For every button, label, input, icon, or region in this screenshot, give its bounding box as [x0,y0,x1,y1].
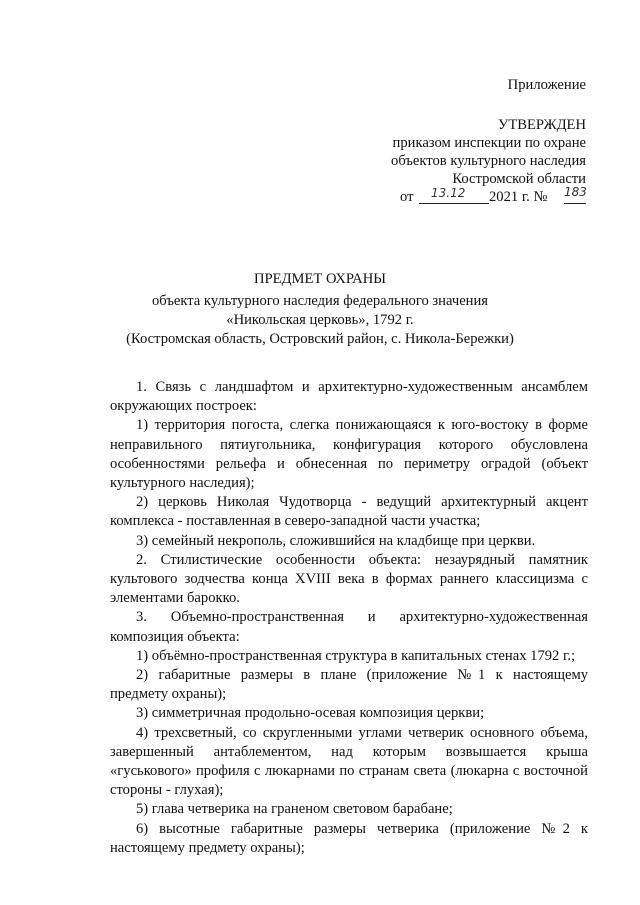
year-number-label: 2021 г. № [489,189,548,205]
approved-label: УТВЕРЖДЕН [498,117,586,133]
from-label: от [400,189,414,205]
body-text [110,378,588,858]
title-line-1: объекта культурного наследия федерального значения [151,293,489,309]
approved-by-line2: объектов культурного наследия [391,153,586,169]
paragraph-3: 3. Объемно-пространственная и архитектурно-художественная композиция объекта: [110,609,588,645]
paragraph-1-1: 1) территория погоста, слегка понижающаяся к юго-востоку в форме неправильного пятиугольника, конфигурация которого обусловлена особенностями рельефа и обнесенная по периметру оградой (объект культурного наследия); [110,417,588,492]
number-underline [564,203,586,204]
paragraph-3-3: 3) симметричная продольно-осевая композиция церкви; [136,705,485,722]
handwritten-number: 183 [564,185,587,199]
handwritten-date: 13.12 [431,186,466,200]
document-title: ПРЕДМЕТ ОХРАНЫ [254,271,386,287]
paragraph-2: 2. Стилистические особенности объекта: незаурядный памятник культового зодчества конца XVIII века в формах раннего классицизма с элементами барокко. [110,551,588,607]
approved-by-line3: Костромской области [452,171,586,187]
paragraph-3-1: 1) объёмно-пространственная структура в капитальных стенах 1792 г.; [136,647,576,664]
paragraph-1: 1. Связь с ландшафтом и архитектурно-художественным ансамблем окружающих построек: [110,379,588,415]
appendix-label: Приложение [507,77,586,93]
title-line-3: (Костромская область, Островский район, с. Никола-Бережки) [126,331,514,347]
paragraph-3-4: 4) трехсветный, со скругленными углами четверик основного объема, завершенный антаблементом, над которым возвышается крыша «гуськового» профиля с люкарнами по странам света (люкарна с восточной стороны - глухая); [110,724,588,799]
paragraph-3-2: 2) габаритные размеры в плане (приложение №1 к настоящему предмету охраны); [110,667,588,703]
paragraph-3-5: 5) глава четверика на граненом световом барабане; [136,801,453,818]
paragraph-1-2: 2) церковь Николая Чудотворца - ведущий архитектурный акцент комплекса - поставленная в северо-западной части участка; [110,494,588,530]
paragraph-1-3: 3) семейный некрополь, сложившийся на кладбище при церкви. [136,532,536,549]
paragraph-3-6: 6) высотные габаритные размеры четверика (приложение №2 к настоящему предмету охраны); [110,820,588,856]
title-line-2: «Никольская церковь», 1792 г. [226,312,414,328]
approved-by-line1: приказом инспекции по охране [392,135,586,151]
date-underline [419,203,489,204]
